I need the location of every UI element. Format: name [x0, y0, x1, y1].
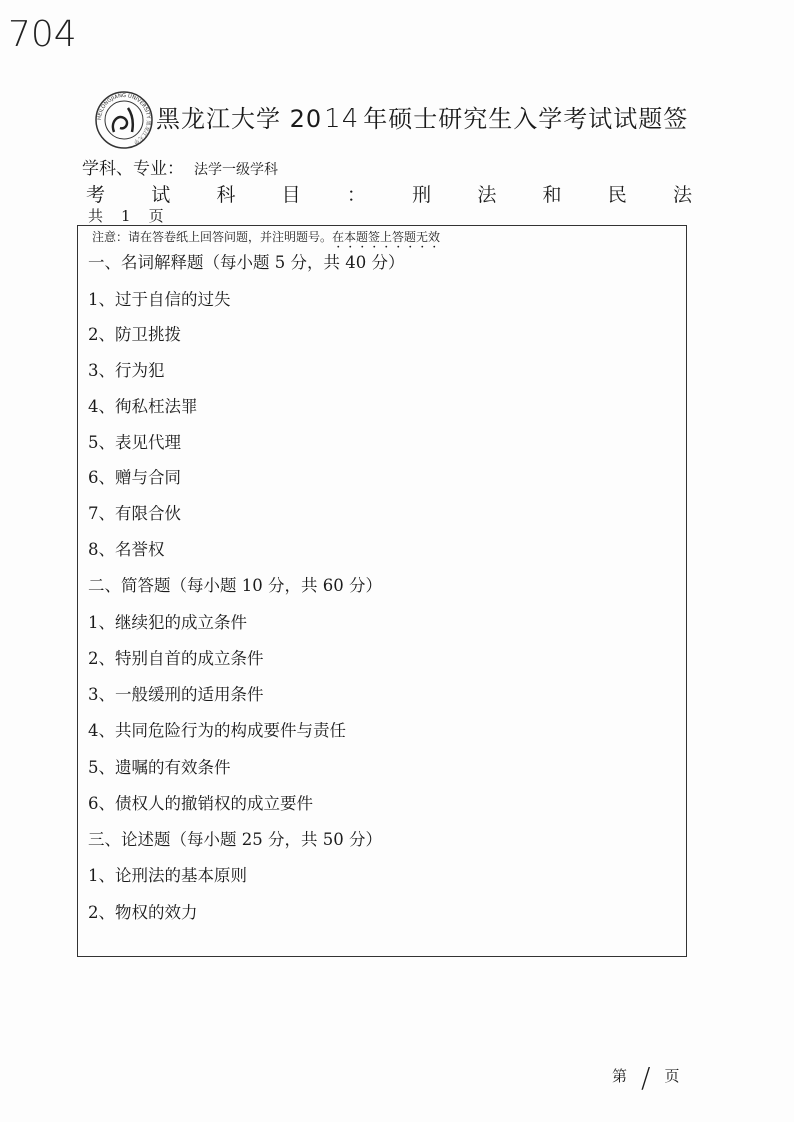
section-heading: 二、简答题（每小题 10 分，共 60 分） [88, 576, 382, 595]
notice-text: 注意：请在答卷纸上回答问题，并注明题号。 [92, 230, 333, 244]
subject-char: 法 [672, 184, 692, 206]
question-item: 6、债权人的撤销权的成立要件 [88, 794, 313, 813]
subject-char: ： [346, 184, 366, 206]
subject-char: 法 [477, 184, 497, 206]
question-item: 1、论刑法的基本原则 [88, 866, 247, 885]
page-count-prefix: 共 [88, 207, 104, 225]
page-count [88, 205, 182, 226]
question-item: 3、行为犯 [88, 361, 165, 380]
question-item: 6、赠与合同 [88, 468, 181, 487]
page-count-suffix: 页 [148, 207, 164, 225]
page-count-value: 1 [121, 207, 131, 225]
major-label: 学科、专业： [82, 159, 184, 179]
question-item: 2、特别自首的成立条件 [88, 649, 264, 668]
question-item: 7、有限合伙 [88, 504, 181, 523]
question-item: 8、名誉权 [88, 540, 165, 559]
question-item: 3、一般缓刑的适用条件 [88, 685, 264, 704]
footer-prefix: 第 [612, 1067, 628, 1085]
subject-char: 和 [542, 184, 562, 206]
section-heading: 一、名词解释题（每小题 5 分，共 40 分） [88, 253, 405, 272]
footer-suffix: 页 [664, 1067, 680, 1085]
title-suffix: 年硕士研究生入学考试试题签 [363, 105, 689, 133]
subject-char: 试 [151, 184, 171, 206]
question-item: 2、物权的效力 [88, 903, 198, 922]
question-item: 2、防卫挑拨 [88, 325, 181, 344]
page-footer [612, 1055, 680, 1094]
seal-text-path: HEILONGJIANG UNIVERSITY 黑龙江大学 [96, 92, 152, 145]
handwritten-year: 14 [324, 104, 360, 134]
question-item: 5、表见代理 [88, 433, 181, 452]
subject-char: 科 [216, 184, 236, 206]
subject-char: 刑 [412, 184, 432, 206]
university-seal-logo [94, 90, 154, 150]
title-prefix: 黑龙江大学 20 [156, 105, 323, 133]
subject-char: 民 [607, 184, 627, 206]
notice-emphasis: 在本题签上答题无效 [332, 230, 441, 244]
footer-page-number: / [641, 1061, 651, 1094]
major-row [82, 154, 278, 179]
exam-title [156, 104, 688, 134]
subject-char: 考 [86, 184, 106, 206]
handwritten-number: 704 [8, 14, 77, 55]
section-heading: 三、论述题（每小题 25 分，共 50 分） [88, 830, 382, 849]
subject-char: 目 [281, 184, 301, 206]
subject-row [86, 180, 692, 207]
question-item: 5、遗嘱的有效条件 [88, 758, 231, 777]
question-item: 4、共同危险行为的构成要件与责任 [88, 721, 346, 740]
question-item: 1、继续犯的成立条件 [88, 613, 247, 632]
question-item: 4、徇私枉法罪 [88, 397, 198, 416]
notice [92, 228, 440, 251]
major-value: 法学一级学科 [194, 162, 278, 178]
question-item: 1、过于自信的过失 [88, 290, 231, 309]
